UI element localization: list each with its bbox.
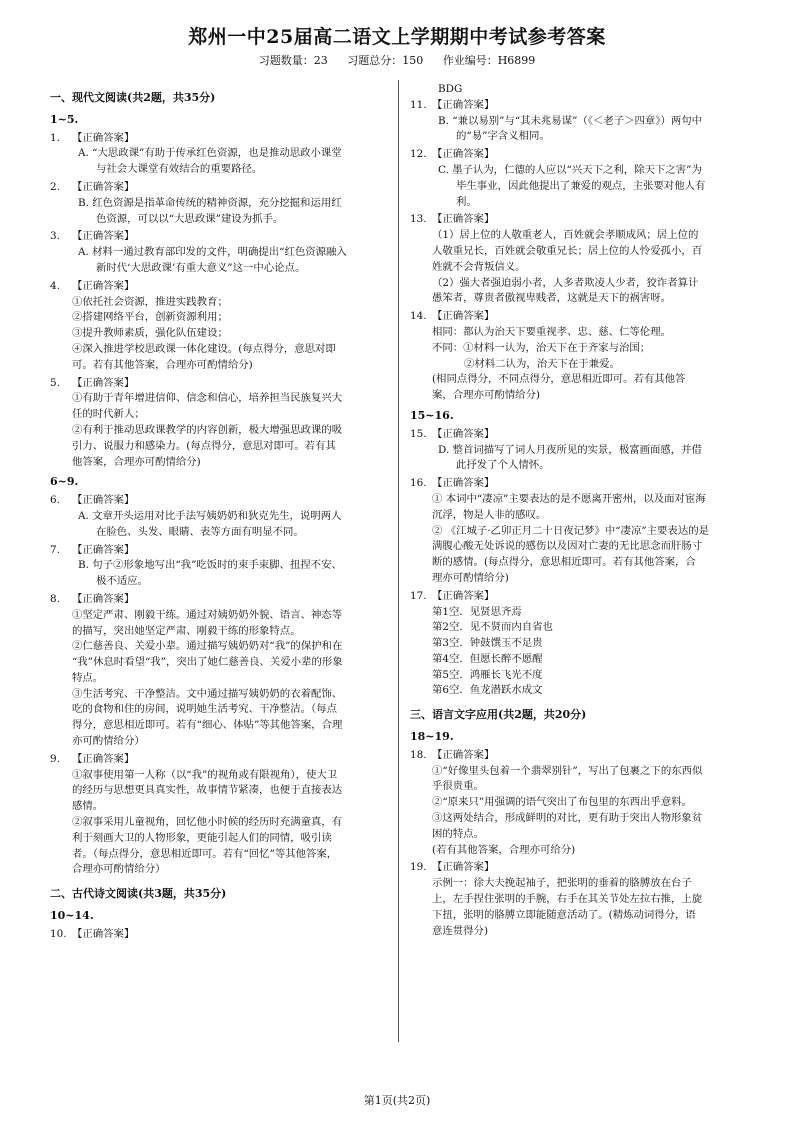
section-title: 三、语言文字应用(共2题，共20分) xyxy=(410,708,587,722)
answer-line: A. 材料一通过教育部印发的文件，明确提出“红色资源融入 xyxy=(78,246,347,259)
blank-answer: 第2空．见不贤而内自省也 xyxy=(432,621,553,634)
section-title: 二、古代诗文阅读(共3题，共35分) xyxy=(50,887,227,901)
answer-line: 合理亦可酌情给分） xyxy=(72,863,166,876)
answer-line: ②材料二认为，治天下在于兼爱。 xyxy=(464,357,620,370)
answer-line: ② 《江城子·乙卯正月二十日夜记梦》中“凄凉”主要表达的是 xyxy=(432,524,709,537)
question-number: 13. xyxy=(410,213,427,226)
answer-tag: 【正确答案】 xyxy=(72,279,135,292)
answer-line: 此抒发了个人情怀。 xyxy=(456,459,550,472)
answer-line: B. 红色资源是指革命传统的精神资源，充分挖掘和运用红 xyxy=(78,196,342,209)
right-column xyxy=(410,82,750,941)
question-range: 15~16. xyxy=(410,408,454,422)
answer-line: ③这两处结合，形成鲜明的对比，更有助于突出人物形象贫 xyxy=(432,812,703,825)
answer-line: 特点。 xyxy=(72,671,104,684)
answer-tag: 【正确答案】 xyxy=(432,477,495,490)
question-14 xyxy=(410,309,750,404)
question-number: 1. xyxy=(50,131,60,144)
answer-line: ①依托社会资源，推进实践教育； xyxy=(72,295,228,308)
answer-line: 与社会大课堂有效结合的重要路径。 xyxy=(96,163,263,176)
answer-line: 任的时代新人； xyxy=(72,408,145,421)
question-number: 10. xyxy=(50,927,67,940)
answer-tag: 【正确答案】 xyxy=(432,98,495,111)
answer-line: (相同点得分，不同点得分，意思相近即可。若有其他答 xyxy=(432,373,686,386)
question-number: 2. xyxy=(50,180,60,193)
question-number: 11. xyxy=(410,98,427,111)
answer-line: 新时代‘大思政课’有重大意义”这一中心论点。 xyxy=(96,261,306,274)
question-range: 18~19. xyxy=(410,730,454,744)
answer-line: 案，合理亦可酌情给分) xyxy=(432,389,540,402)
answer-line: B. 句子②形象地写出“我”吃饭时的束手束脚、扭捏不安、 xyxy=(78,559,342,572)
answer-line: 在脸色、头发、眼睛、表等方面有明显不同。 xyxy=(96,525,304,538)
answer-line: 满腹心酸无处诉说的感伤以及因对亡妻的无比思念而肝肠寸 xyxy=(432,540,703,553)
answer-line: ①“好像里头包着一个翡翠别针”，写出了包裹之下的东西似 xyxy=(432,764,703,777)
question-16 xyxy=(410,476,750,587)
question-17 xyxy=(410,589,750,700)
answer-line: ① 本词中“凄凉”主要表达的是不愿离开密州，以及面对宦海 xyxy=(432,492,706,505)
answer-line: 毕生事业，因此他提出了兼爱的观点，主张要对他人有 xyxy=(456,179,706,192)
answer-line: ④深入推进学校思政课一体化建设。(每点得分，意思对即 xyxy=(72,342,336,355)
answer-line: 下扭，张明的胳膊立即能随意活动了。(精炼动词得分，语 xyxy=(432,908,696,921)
question-13 xyxy=(410,212,750,307)
blank-answer: 第1空．见贤思齐焉 xyxy=(432,605,522,618)
question-number: 8. xyxy=(50,592,60,605)
answer-tag: 【正确答案】 xyxy=(72,131,135,144)
answer-line: 极不适应。 xyxy=(96,575,148,588)
question-range: 1~5. xyxy=(50,112,79,126)
question-number: 4. xyxy=(50,279,60,292)
answer-line: ②“原来只”用强调的语气突出了布包里的东西出乎意料。 xyxy=(432,796,692,809)
question-number: 9. xyxy=(50,752,60,765)
q10-answer: BDG xyxy=(438,83,463,95)
answer-line: 的“易”字含义相同。 xyxy=(456,130,550,143)
answer-line: 吃的食物和住的房间，说明她生活考究、干净整洁。（每点 xyxy=(72,703,337,716)
question-7 xyxy=(50,543,388,590)
question-1 xyxy=(50,131,388,178)
answer-line: 乎很贵重。 xyxy=(432,780,484,793)
question-5 xyxy=(50,376,388,471)
answer-line: ①叙事使用第一人称（以“我”的视角或有限视角），使大卫 xyxy=(72,768,338,781)
answer-tag: 【正确答案】 xyxy=(432,748,495,761)
answer-tag: 【正确答案】 xyxy=(432,148,495,161)
answer-line: D. 整首词描写了词人月夜所见的实景，极富画面感，并借 xyxy=(438,443,702,456)
answer-tag: 【正确答案】 xyxy=(72,543,135,556)
blank-answer: 第5空．鸿雁长飞光不度 xyxy=(432,668,543,681)
page-header xyxy=(0,24,794,68)
answer-line: 他答案，合理亦可酌情给分) xyxy=(72,455,201,468)
answer-tag: 【正确答案】 xyxy=(432,213,495,226)
answer-tag: 【正确答案】 xyxy=(72,180,135,193)
answer-line: （2）强大者强迫弱小者，人多者欺凌人少者，狡诈者算计 xyxy=(432,276,699,289)
answer-line: ③提升教师素质，强化队伍建设； xyxy=(72,327,228,340)
left-column xyxy=(50,82,388,945)
answer-line: 困的特点。 xyxy=(432,827,484,840)
question-range: 10~14. xyxy=(50,909,94,923)
question-19 xyxy=(410,860,750,939)
question-number: 18. xyxy=(410,748,427,761)
answer-tag: 【正确答案】 xyxy=(72,494,135,507)
answer-tag: 【正确答案】 xyxy=(72,752,135,765)
column-divider xyxy=(398,80,399,1042)
answer-line: 可。若有其他答案，合理亦可酌情给分) xyxy=(72,358,253,371)
question-number: 19. xyxy=(410,861,427,874)
answer-line: 愚笨者，尊贵者傲视卑贱者，这就是天下的祸害呀。 xyxy=(432,292,671,305)
answer-line: ②叙事采用儿童视角，回忆他小时候的经历时充满童真，有 xyxy=(72,816,343,829)
question-11 xyxy=(410,98,750,145)
question-9 xyxy=(50,752,388,878)
answer-line: ①坚定严肃、刚毅干练。通过对姨奶奶外貌、语言、神态等 xyxy=(72,608,343,621)
answer-tag: 【正确答案】 xyxy=(432,310,495,323)
question-10 xyxy=(50,927,388,943)
answer-line: 上，左手捏住张明的手腕，右手在其关节处左拉右推，上旋 xyxy=(432,893,703,906)
section-title: 一、现代文阅读(共2题，共35分) xyxy=(50,91,216,104)
answer-line: ③生活考究、干净整洁。文中通过描写姨奶奶的衣着配饰、 xyxy=(72,687,343,700)
question-2 xyxy=(50,180,388,227)
answer-tag: 【正确答案】 xyxy=(72,376,135,389)
answer-line: 者。（每点得分，意思相近即可。若有“回忆”等其他答案， xyxy=(72,847,338,860)
answer-tag: 【正确答案】 xyxy=(72,230,135,243)
question-number: 5. xyxy=(50,376,60,389)
answer-line: ②有利于推动思政课教学的内容创新，极大增强思政课的吸 xyxy=(72,423,343,436)
answer-line: 意连贯得分) xyxy=(432,924,489,937)
question-15 xyxy=(410,427,750,474)
answer-tag: 【正确答案】 xyxy=(432,427,495,440)
answer-line: ②仁慈善良、关爱小辈。通过描写姨奶奶对“我”的保护和在 xyxy=(72,640,343,653)
assignment-id: 作业编号：H6899 xyxy=(442,54,536,67)
answer-line: 的经历与思想更具真实性，故事情节紧凑，也便于直接表达 xyxy=(72,784,343,797)
question-number: 16. xyxy=(410,477,427,490)
answer-line: 示例一：徐大夫挽起袖子，把张明的垂着的胳膊放在台子 xyxy=(432,877,692,890)
answer-line: 姓就不会背叛信义。 xyxy=(432,260,526,273)
question-number: 6. xyxy=(50,494,60,507)
answer-line: ②搭建网络平台，创新资源利用； xyxy=(72,311,228,324)
page-footer: 第1页(共2页) xyxy=(363,1094,431,1107)
answer-tag: 【正确答案】 xyxy=(72,927,135,940)
answer-line: 亦可酌情给分） xyxy=(72,735,145,748)
answer-line: 沉浮，物是人非的感叹。 xyxy=(432,508,547,521)
answer-line: 利于刻画大卫的人物形象，更能引起人们的同情，吸引读 xyxy=(72,831,332,844)
question-number: 14. xyxy=(410,310,427,323)
answer-tag: 【正确答案】 xyxy=(72,592,135,605)
answer-line: A. “大思政课”有助于传承红色资源，也是推动思政小课堂 xyxy=(78,147,342,160)
blank-answer: 第4空．但愿长醉不愿醒 xyxy=(432,652,543,665)
answer-line: 利。 xyxy=(456,195,477,208)
answer-line: 断的感情。(每点得分，意思相近即可。若有其他答案，合 xyxy=(432,556,696,569)
answer-line: C. 墨子认为，仁德的人应以“兴天下之利，除天下之害”为 xyxy=(438,163,702,176)
answer-line: ①有助于青年增进信仰、信念和信心，培养担当民族复兴大 xyxy=(72,392,343,405)
question-number: 3. xyxy=(50,230,60,243)
page-title: 郑州一中25届高二语文上学期期中考试参考答案 xyxy=(188,26,606,48)
total-score: 习题总分：150 xyxy=(347,54,424,67)
answer-line: 的描写，突出她坚定严肃、刚毅干练的形象特点。 xyxy=(72,624,301,637)
blank-answer: 第6空．鱼龙潜跃水成文 xyxy=(432,684,543,697)
answer-line: (若有其他答案，合理亦可给分) xyxy=(432,843,576,856)
answer-tag: 【正确答案】 xyxy=(432,861,495,874)
question-8 xyxy=(50,592,388,750)
question-6 xyxy=(50,493,388,540)
question-number: 7. xyxy=(50,543,60,556)
question-12 xyxy=(410,147,750,210)
answer-line: 得分，意思相近即可。若有“细心、体贴”等其他答案，合理 xyxy=(72,719,343,732)
question-number: 12. xyxy=(410,148,427,161)
question-range: 6~9. xyxy=(50,475,79,489)
question-number: 15. xyxy=(410,427,427,440)
answer-line: 色资源，可以以“大思政课”建设为抓手。 xyxy=(96,212,284,225)
answer-tag: 【正确答案】 xyxy=(432,589,495,602)
answer-line: “我”休息时看望“我”，突出了她仁慈善良、关爱小辈的形象 xyxy=(72,656,343,669)
question-4 xyxy=(50,279,388,374)
question-18 xyxy=(410,748,750,859)
answer-line: B. “兼以易别”与“其未兆易谋”（《＜老子＞四章》）两句中 xyxy=(438,114,703,127)
exam-meta xyxy=(0,54,794,68)
answer-line: 引力、说服力和感染力。(每点得分，意思对即可。若有其 xyxy=(72,439,336,452)
answer-line: 人敬重兄长，百姓就会敬重兄长；居上位的人怜爱孤小，百 xyxy=(432,244,703,257)
answer-line: 不同：①材料一认为，治天下在于齐家与治国； xyxy=(432,341,651,354)
answer-line: 相同：都认为治天下要重视孝、忠、慈、仁等伦理。 xyxy=(432,325,671,338)
answer-line: 感情。 xyxy=(72,800,104,813)
question-count: 习题数量：23 xyxy=(258,54,328,67)
answer-line: （1）居上位的人敬重老人，百姓就会孝顺成风；居上位的 xyxy=(432,229,699,242)
question-3 xyxy=(50,229,388,276)
blank-answer: 第3空．钟鼓馔玉不足贵 xyxy=(432,637,543,650)
question-number: 17. xyxy=(410,589,427,602)
answer-line: A. 文章开头运用对比手法写姨奶奶和狄克先生，说明两人 xyxy=(78,509,342,522)
answer-line: 理亦可酌情给分) xyxy=(432,571,509,584)
